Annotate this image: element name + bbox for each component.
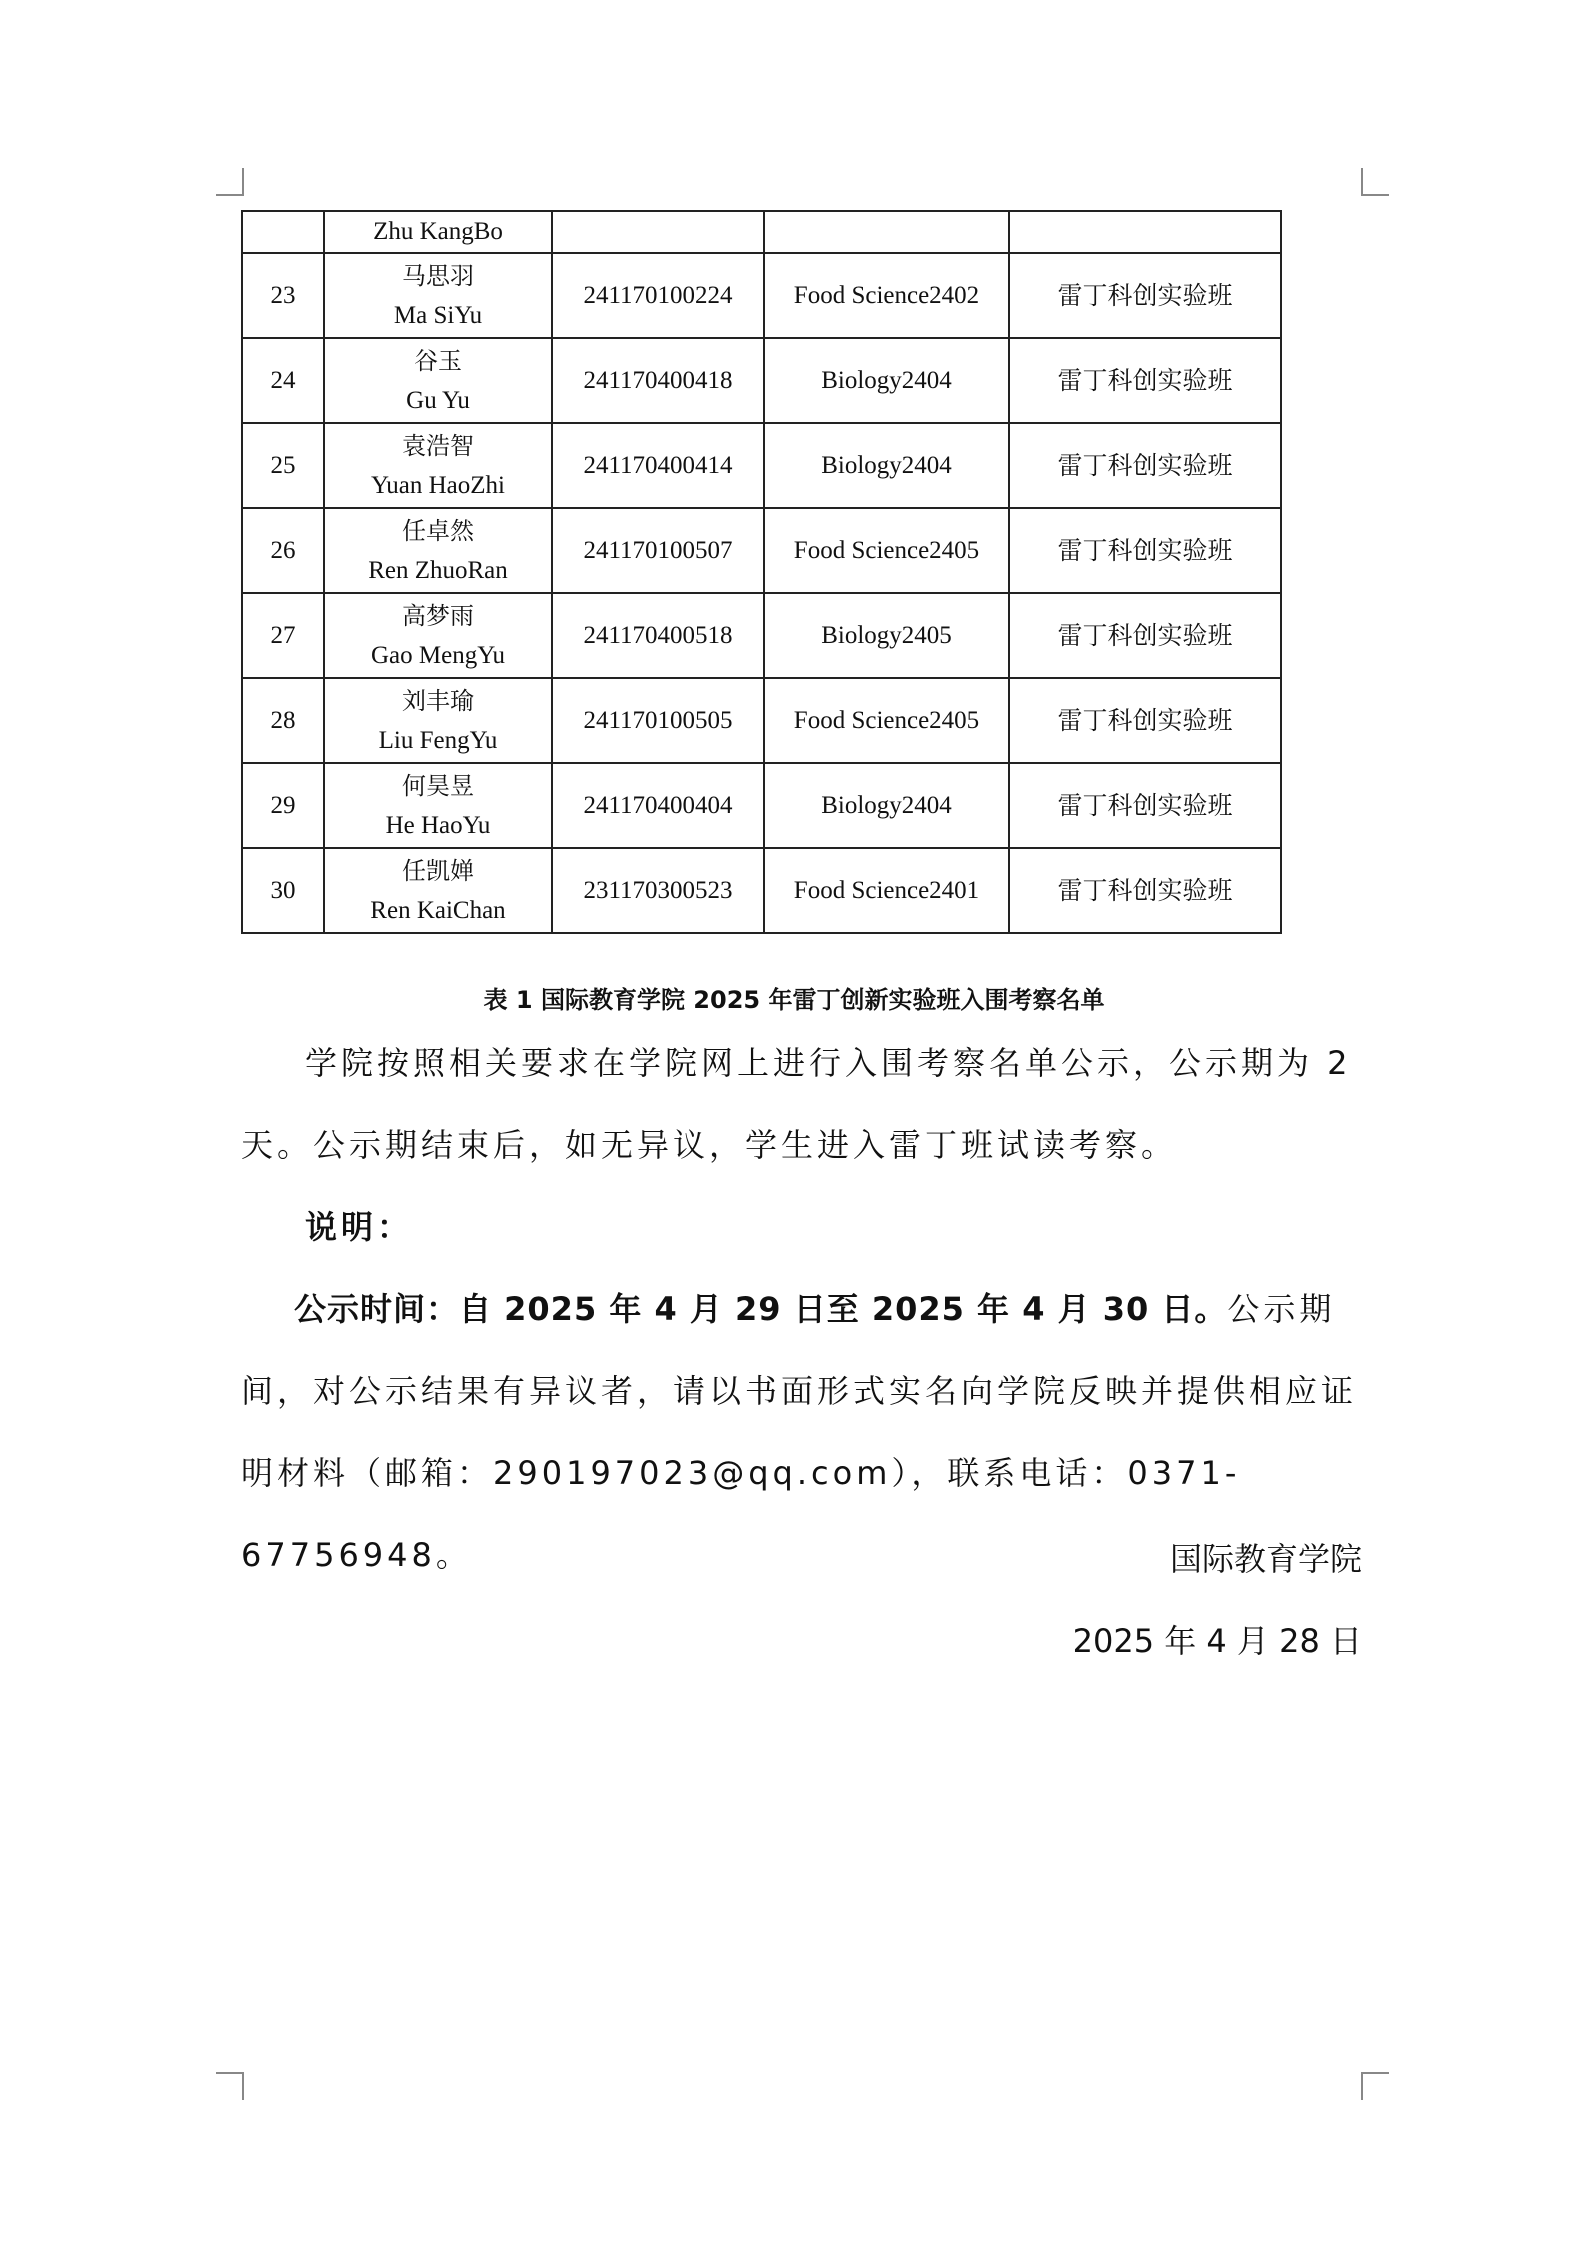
cell-class: 雷丁科创实验班 <box>1009 508 1281 593</box>
cell-name <box>324 338 552 423</box>
name-english: Ren ZhuoRan <box>368 556 508 584</box>
cell-student-id: 241170400518 <box>552 593 764 678</box>
cell-student-id: 241170100224 <box>552 253 764 338</box>
cell-major: Food Science2401 <box>764 848 1009 933</box>
name-chinese: 高梦雨 <box>402 601 474 630</box>
crop-mark-top-right <box>1361 168 1389 196</box>
name-english: Gu Yu <box>406 386 470 414</box>
note-heading: 说明： <box>305 1208 414 1246</box>
cell-major: Food Science2405 <box>764 508 1009 593</box>
name-chinese: 任卓然 <box>402 516 474 545</box>
name-chinese: 任凯婵 <box>402 856 474 885</box>
publicity-paragraph: 学院按照相关要求在学院网上进行入围考察名单公示，公示期为 2 天。公示期结束后，如无异议，学生进入雷丁班试读考察。 <box>241 1044 1352 1164</box>
name-chinese: 袁浩智 <box>402 431 474 460</box>
cell-no: 25 <box>242 423 324 508</box>
cell-no <box>242 211 324 253</box>
crop-mark-bottom-left <box>216 2072 244 2100</box>
table-row <box>242 253 1281 338</box>
cell-no: 23 <box>242 253 324 338</box>
cell-major: Biology2404 <box>764 338 1009 423</box>
notice-contact: 公示期间，对公示结果有异议者，请以书面形式实名向学院反映并提供相应证明材料（邮箱：290197023@qq.com），联系电话：0371-67756948。 <box>241 1290 1358 1574</box>
cell-student-id: 241170400418 <box>552 338 764 423</box>
cell-name <box>324 678 552 763</box>
cell-major: Food Science2402 <box>764 253 1009 338</box>
name-chinese: 何昊昱 <box>402 771 474 800</box>
cell-student-id <box>552 211 764 253</box>
cell-no: 29 <box>242 763 324 848</box>
cell-student-id: 231170300523 <box>552 848 764 933</box>
cell-name <box>324 423 552 508</box>
cell-major: Biology2404 <box>764 763 1009 848</box>
cell-major: Food Science2405 <box>764 678 1009 763</box>
cell-student-id: 241170100507 <box>552 508 764 593</box>
cell-class: 雷丁科创实验班 <box>1009 338 1281 423</box>
name-english: Yuan HaoZhi <box>371 471 505 499</box>
cell-no: 27 <box>242 593 324 678</box>
table-row <box>242 763 1281 848</box>
cell-no: 26 <box>242 508 324 593</box>
name-chinese: 马思羽 <box>402 261 474 290</box>
name-english: Ren KaiChan <box>370 896 506 924</box>
cell-no: 28 <box>242 678 324 763</box>
table-row <box>242 508 1281 593</box>
cell-class <box>1009 211 1281 253</box>
cell-name <box>324 593 552 678</box>
table-row-partial <box>242 211 1281 253</box>
cell-no: 30 <box>242 848 324 933</box>
table-row <box>242 338 1281 423</box>
cell-name <box>324 508 552 593</box>
table-row <box>242 593 1281 678</box>
signature-date: 2025 年 4 月 28 日 <box>1072 1622 1362 1660</box>
cell-student-id: 241170400404 <box>552 763 764 848</box>
cell-name-en: Zhu KangBo <box>324 211 552 253</box>
cell-student-id: 241170400414 <box>552 423 764 508</box>
name-english: Liu FengYu <box>378 726 498 754</box>
notice-period: 公示时间：自 2025 年 4 月 29 日至 2025 年 4 月 30 日。 <box>294 1290 1228 1328</box>
cell-class: 雷丁科创实验班 <box>1009 678 1281 763</box>
table-row <box>242 423 1281 508</box>
cell-name <box>324 763 552 848</box>
name-english: He HaoYu <box>385 811 491 839</box>
cell-no: 24 <box>242 338 324 423</box>
name-chinese: 谷玉 <box>414 346 462 375</box>
cell-major: Biology2405 <box>764 593 1009 678</box>
cell-class: 雷丁科创实验班 <box>1009 763 1281 848</box>
table-caption: 表 1 国际教育学院 2025 年雷丁创新实验班入围考察名单 <box>483 986 1105 1014</box>
cell-class: 雷丁科创实验班 <box>1009 593 1281 678</box>
cell-name <box>324 848 552 933</box>
crop-mark-top-left <box>216 168 244 196</box>
cell-class: 雷丁科创实验班 <box>1009 848 1281 933</box>
candidate-table <box>241 210 1282 934</box>
name-chinese: 刘丰瑜 <box>402 686 474 715</box>
crop-mark-bottom-right <box>1361 2072 1389 2100</box>
cell-student-id: 241170100505 <box>552 678 764 763</box>
signature-org: 国际教育学院 <box>1169 1540 1362 1578</box>
cell-name <box>324 253 552 338</box>
cell-class: 雷丁科创实验班 <box>1009 253 1281 338</box>
table-row <box>242 678 1281 763</box>
table-row <box>242 848 1281 933</box>
cell-major: Biology2404 <box>764 423 1009 508</box>
cell-major <box>764 211 1009 253</box>
name-english: Ma SiYu <box>393 301 483 329</box>
name-english: Gao MengYu <box>370 641 505 669</box>
cell-class: 雷丁科创实验班 <box>1009 423 1281 508</box>
